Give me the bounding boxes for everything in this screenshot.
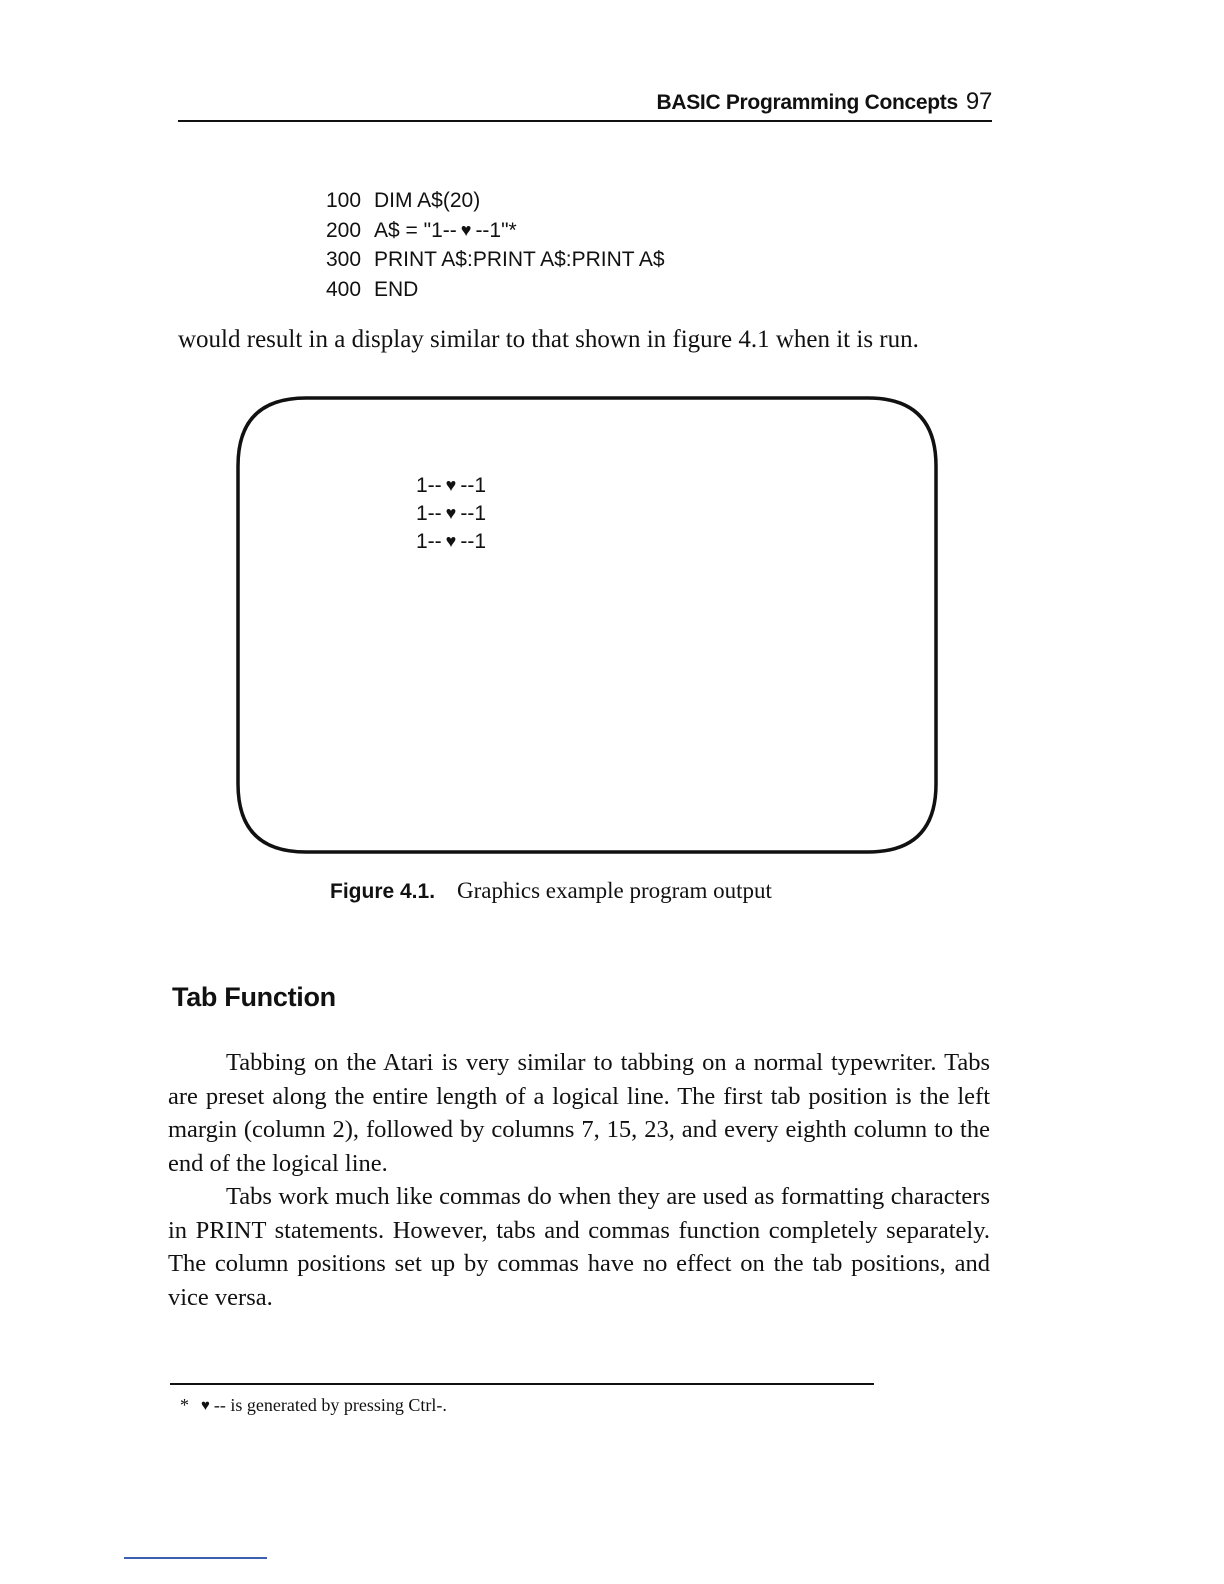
- code-text: END: [374, 277, 419, 301]
- line-number: 200: [326, 218, 362, 242]
- output-line: 1-- ♥ --1: [416, 474, 487, 497]
- line-number: 300: [326, 248, 362, 271]
- header-rule: [178, 120, 992, 122]
- paragraph: Tabs work much like commas do when they are used as formatting characters in PRINT statements. However, tabs and commas function completely separately. The column positions set up by commas have no effect on the tab positions, and vice versa.: [168, 1183, 990, 1311]
- heart-icon: ♥: [445, 503, 457, 523]
- code-text: DIM A$(20): [374, 189, 481, 212]
- footnote: [180, 1395, 447, 1416]
- figure-caption-text: Graphics example program output: [457, 878, 772, 903]
- output-line: 1-- ♥ --1: [416, 502, 487, 525]
- footnote-marker: *: [180, 1395, 189, 1415]
- figure-label: Figure 4.1.: [330, 880, 436, 903]
- footnote-rule: [170, 1383, 874, 1385]
- code-text: A$ = "1--: [374, 218, 457, 242]
- heart-icon: ♥: [445, 475, 457, 495]
- code-line: [326, 275, 665, 305]
- screen-illustration: [236, 394, 938, 856]
- heart-icon: ♥: [445, 531, 457, 551]
- heart-icon: ♥: [460, 219, 472, 240]
- line-number: 100: [326, 189, 362, 212]
- figure-caption: [330, 878, 772, 904]
- intro-sentence: would result in a display similar to that shown in figure 4.1 when it is run.: [178, 326, 919, 353]
- section-heading: Tab Function: [172, 982, 336, 1012]
- code-text: PRINT A$:PRINT A$:PRINT A$: [374, 248, 665, 271]
- code-text: --1"*: [475, 218, 517, 242]
- line-number: 400: [326, 277, 362, 301]
- running-head-title: BASIC Programming Concepts: [656, 91, 958, 114]
- page-number: 97: [965, 88, 992, 115]
- paragraph: Tabbing on the Atari is very similar to tabbing on a normal typewriter. Tabs are preset along the entire length of a logical line. The first tab position is the left margin (column 2), followed by columns 7, 15, 23, and every eighth column to the end of the logical line.: [168, 1049, 990, 1177]
- running-head: [630, 88, 992, 116]
- screen-output: [416, 472, 486, 556]
- screen-frame: [236, 394, 938, 856]
- code-line: [326, 245, 665, 275]
- code-listing: [326, 186, 665, 304]
- bottom-edge-mark: [124, 1557, 267, 1559]
- code-line: [326, 186, 665, 216]
- output-line: 1-- ♥ --1: [416, 530, 487, 553]
- heart-icon: ♥: [201, 1398, 210, 1414]
- code-line: [326, 216, 665, 246]
- footnote-text: -- is generated by pressing Ctrl-.: [213, 1395, 447, 1415]
